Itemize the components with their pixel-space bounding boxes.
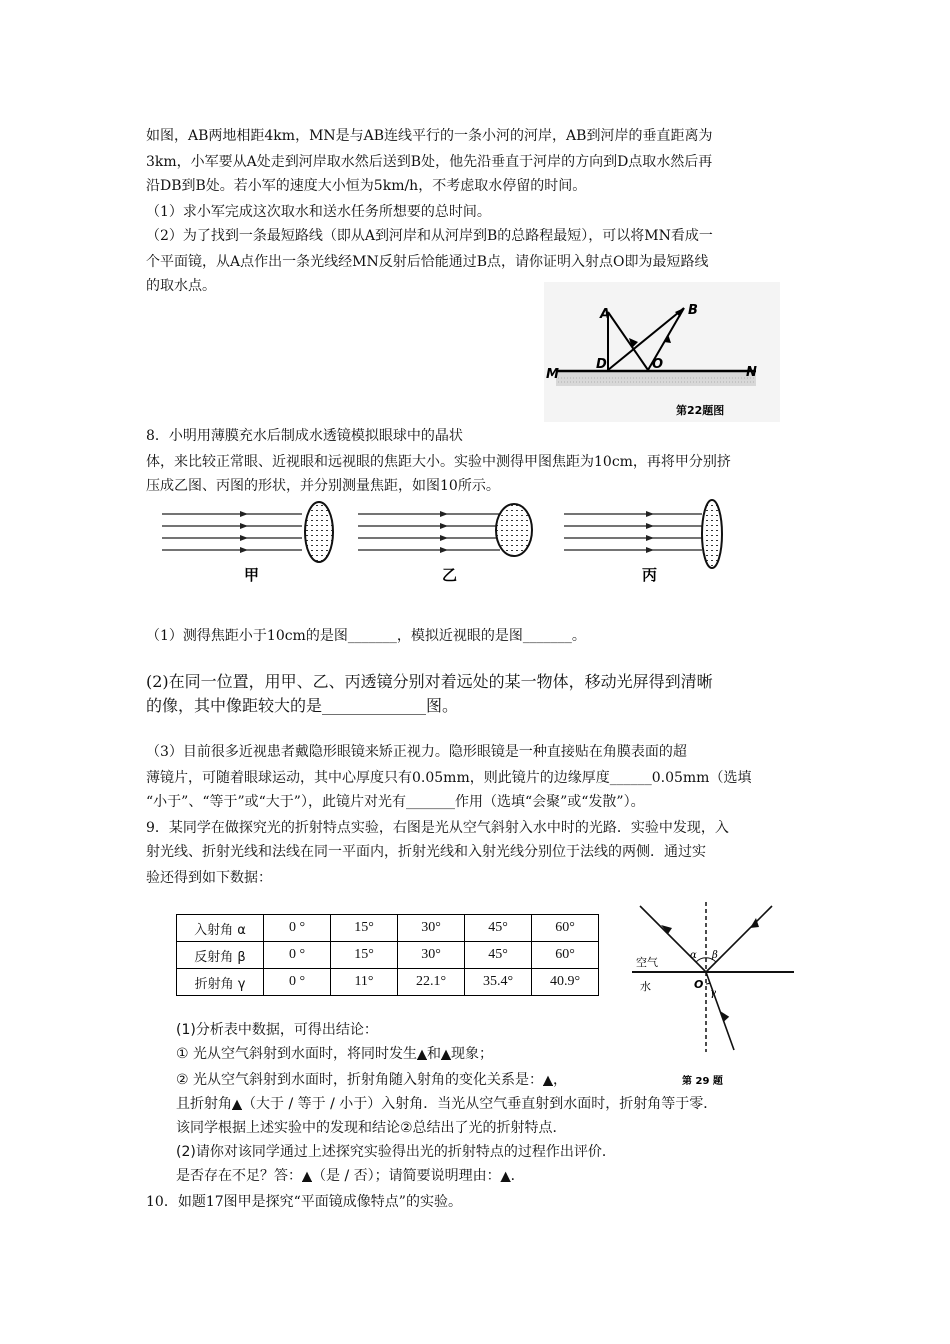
table-cell: 60° xyxy=(532,915,599,942)
table-cell: 30° xyxy=(398,915,465,942)
answer-blank[interactable]: ▲ xyxy=(232,1097,242,1112)
q7-line-4: （1）求小军完成这次取水和送水任务所想要的总时间。 xyxy=(146,204,491,220)
water-label: 水 xyxy=(640,980,651,993)
answer-blank[interactable]: ▲ xyxy=(441,1047,451,1062)
q7-line-3: 沿DB到B处。若小军的速度大小恒为5km/h，不考虑取水停留的时间。 xyxy=(146,178,587,194)
table-cell: 30° xyxy=(398,942,465,969)
fig-caption-22: 第22题图 xyxy=(676,404,725,417)
q9-a4 xyxy=(176,1094,717,1115)
row-label: 折射角 γ xyxy=(177,969,264,996)
lens-yi xyxy=(358,504,532,556)
refraction-figure xyxy=(620,900,800,1090)
table-cell: 15° xyxy=(331,915,398,942)
q9-a7-pre: 是否存在不足？答： xyxy=(176,1168,302,1184)
q9-a7 xyxy=(176,1166,525,1187)
q9-a2-mid: 和 xyxy=(427,1046,441,1062)
q9-a4-post: （大于 / 等于 / 小于）入射角．当光从空气垂直射到水面时，折射角等于零． xyxy=(242,1096,718,1112)
q9-a4-pre: 且折射角 xyxy=(176,1096,232,1112)
table-cell: 45° xyxy=(465,942,532,969)
q8-p3-line-3: “小于”、“等于”或“大于”），此镜片对光有_______作用（选填“会聚”或“发散”）。 xyxy=(146,794,645,810)
q8-line-1: 8．小明用薄膜充水后制成水透镜模拟眼球中的晶状 xyxy=(146,428,463,444)
q9-line-1: 9．某同学在做探究光的折射特点实验，右图是光从空气斜射入水中时的光路．实验中发现，入 xyxy=(146,820,729,836)
q9-a6: (2)请你对该同学通过上述探究实验得出光的折射特点的过程作出评价． xyxy=(176,1144,616,1160)
gamma-label: γ xyxy=(710,988,716,999)
lens-label-bing: 丙 xyxy=(642,566,658,584)
q8-p3-line-1: （3）目前很多近视患者戴隐形眼镜来矫正视力。隐形眼镜是一种直接贴在角膜表面的超 xyxy=(146,744,687,760)
fig-label-d: D xyxy=(596,357,607,372)
q9-a7-mid: （是 / 否）；请简要说明理由： xyxy=(312,1168,501,1184)
table-row xyxy=(177,942,599,969)
answer-blank[interactable]: ▲ xyxy=(543,1073,553,1088)
fig-label-a: A xyxy=(600,307,611,322)
table-cell: 40.9° xyxy=(532,969,599,996)
water-lens-figure xyxy=(150,498,730,590)
table-cell: 0 ° xyxy=(264,942,331,969)
q8-line-3: 压成乙图、丙图的形状，并分别测量焦距，如图10所示。 xyxy=(146,478,500,494)
q8-p2-line-1: (2)在同一位置，用甲、乙、丙透镜分别对着远处的某一物体，移动光屏得到清晰 xyxy=(146,672,713,691)
table-cell: 60° xyxy=(532,942,599,969)
q7-line-7: 的取水点。 xyxy=(146,278,216,294)
q9-a3-post: ， xyxy=(553,1072,567,1088)
q7-line-5: （2）为了找到一条最短路线（即从A到河岸和从河岸到B的总路程最短），可以将MN看成一 xyxy=(146,228,713,244)
q9-a7-post: ． xyxy=(510,1168,525,1184)
fig-caption-29: 第 29 题 xyxy=(682,1076,723,1087)
q9-a2 xyxy=(176,1044,493,1065)
angle-data-table xyxy=(176,914,599,996)
table-row xyxy=(177,969,599,996)
row-label: 反射角 β xyxy=(177,942,264,969)
q9-a3-pre: ② 光从空气斜射到水面时，折射角随入射角的变化关系是： xyxy=(176,1072,543,1088)
q7-line-2: 3km，小军要从A处走到河岸取水然后送到B处，他先沿垂直于河岸的方向到D点取水然后再 xyxy=(146,154,713,170)
table-cell: 0 ° xyxy=(264,915,331,942)
fig-label-b: B xyxy=(688,303,698,318)
answer-blank[interactable]: ▲ xyxy=(500,1169,511,1184)
q8-p1: （1）测得焦距小于10cm的是图_______，模拟近视眼的是图_______。 xyxy=(146,628,586,644)
q7-line-1: 如图，AB两地相距4km，MN是与AB连线平行的一条小河的河岸，AB到河岸的垂直距离为 xyxy=(146,128,713,144)
mirror-path-figure xyxy=(544,282,780,422)
lens-label-jia: 甲 xyxy=(244,566,260,584)
q9-line-2: 射光线、折射光线和法线在同一平面内，折射光线和入射光线分别位于法线的两侧．通过实 xyxy=(146,844,706,860)
air-label: 空气 xyxy=(636,956,658,969)
alpha-label: α xyxy=(690,950,697,961)
row-label: 入射角 α xyxy=(177,915,264,942)
q7-line-6: 个平面镜，从A点作出一条光线经MN反射后恰能通过B点，请你证明入射点O即为最短路线 xyxy=(146,254,709,270)
fig-label-o: O xyxy=(652,357,664,372)
q9-a1: (1)分析表中数据，可得出结论： xyxy=(176,1022,378,1038)
q10-line: 10．如题17图甲是探究“平面镜成像特点”的实验。 xyxy=(146,1194,462,1210)
q9-a3 xyxy=(176,1070,567,1091)
table-row xyxy=(177,915,599,942)
table-cell: 35.4° xyxy=(465,969,532,996)
q8-line-2: 体，来比较正常眼、近视眼和远视眼的焦距大小。实验中测得甲图焦距为10cm，再将甲分别挤 xyxy=(146,454,731,470)
fig-label-m: M xyxy=(546,367,559,382)
lens-jia xyxy=(162,502,333,562)
q8-p2-line-2: 的像，其中像距较大的是_____________图。 xyxy=(146,696,459,715)
q9-line-3: 验还得到如下数据： xyxy=(146,870,272,886)
answer-blank[interactable]: ▲ xyxy=(302,1169,312,1184)
origin-label: O xyxy=(694,978,704,991)
q9-a5: 该同学根据上述实验中的发现和结论②总结出了光的折射特点． xyxy=(176,1120,567,1136)
lens-bing xyxy=(564,500,722,568)
table-cell: 11° xyxy=(331,969,398,996)
table-cell: 0 ° xyxy=(264,969,331,996)
q9-a2-pre: ① 光从空气斜射到水面时，将同时发生 xyxy=(176,1046,417,1062)
table-cell: 22.1° xyxy=(398,969,465,996)
beta-label: β xyxy=(712,950,718,961)
lens-label-yi: 乙 xyxy=(442,566,458,584)
fig-label-n: N xyxy=(746,365,757,380)
table-cell: 15° xyxy=(331,942,398,969)
answer-blank[interactable]: ▲ xyxy=(417,1047,427,1062)
table-cell: 45° xyxy=(465,915,532,942)
q9-a2-post: 现象； xyxy=(451,1046,493,1062)
q8-p3-line-2: 薄镜片，可随着眼球运动，其中心厚度只有0.05mm，则此镜片的边缘厚度______0.05mm（选填 xyxy=(146,770,752,786)
